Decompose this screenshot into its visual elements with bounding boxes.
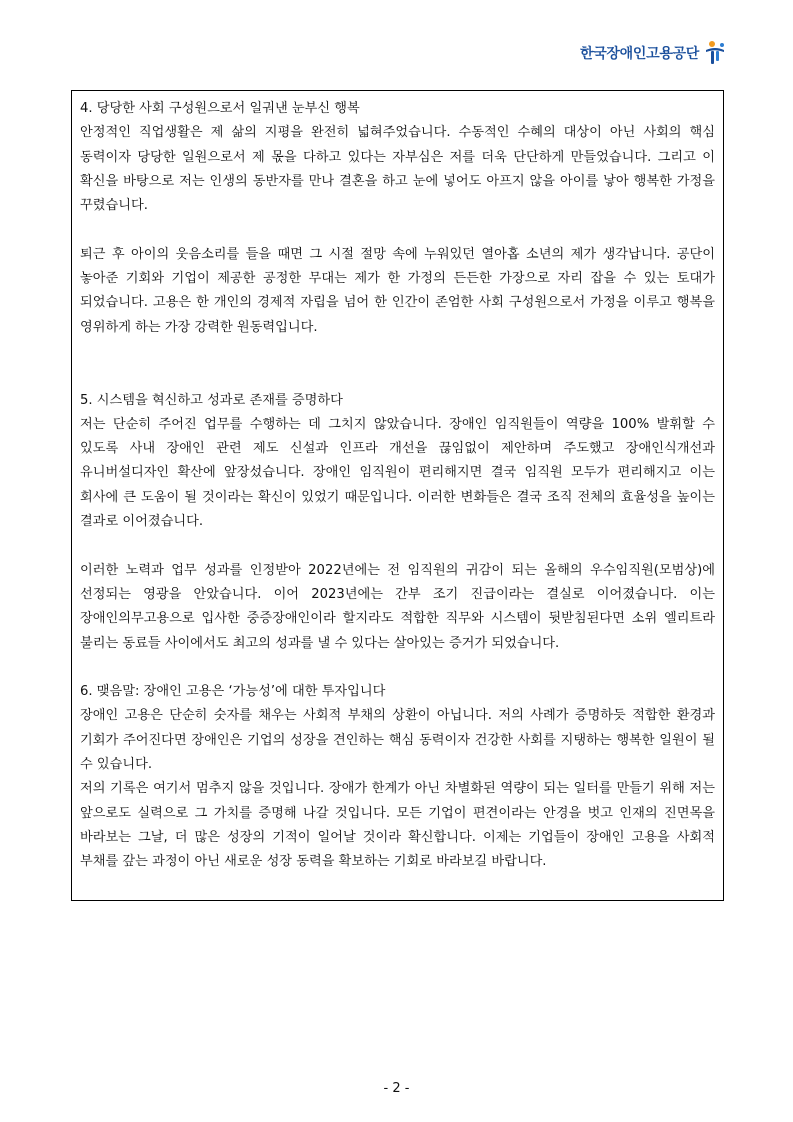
spacer bbox=[80, 340, 715, 389]
section-5-title: 5. 시스템을 혁신하고 성과로 존재를 증명하다 bbox=[80, 392, 343, 408]
kead-logo-icon bbox=[703, 40, 727, 66]
content-box bbox=[71, 90, 724, 901]
page-header bbox=[580, 40, 727, 66]
section-5-paragraph-2: 이러한 노력과 업무 성과를 인정받아 2022년에는 전 임직원의 귀감이 되는 올해의 우수임직원(모범상)에 선정되는 영광을 안았습니다. 이어 2023년에는 간부 조기 진급이라는 결실로 이어졌습니다. 이는 장애인의무고용으로 입사한 중증장애인이라 할지라도 적합한 직무와 시스템이 뒷받침된다면 소위 엘리트라 불리는 동료들 사이에서도 최고의 성과를 낼 수 있다는 살아있는 증거가 되었습니다. bbox=[80, 562, 715, 651]
page-number: - 2 - bbox=[383, 1081, 410, 1096]
spacer bbox=[80, 218, 715, 242]
section-4-paragraph-1: 안정적인 직업생활은 제 삶의 지평을 완전히 넓혀주었습니다. 수동적인 수혜의 대상이 아닌 사회의 핵심 동력이자 당당한 일원으로서 제 몫을 다하고 있다는 자부심은 저를 더욱 단단하게 만들었습니다. 그리고 이 확신을 바탕으로 저는 인생의 동반자를 만나 결혼을 하고 눈에 넣어도 아프지 않을 아이를 낳아 행복한 가정을 꾸렸습니다. bbox=[80, 125, 715, 214]
section-6-title: 6. 맺음말: 장애인 고용은 ‘가능성’에 대한 투자입니다 bbox=[80, 684, 386, 700]
section-4-paragraph-2: 퇴근 후 아이의 웃음소리를 들을 때면 그 시절 절망 속에 누워있던 열아홉 소년의 제가 생각납니다. 공단이 놓아준 기회와 기업이 제공한 공정한 무대는 제가 한 가정의 든든한 가장으로 자리 잡을 수 있는 토대가 되었습니다. 고용은 한 개인의 경제적 자립을 넘어 한 인간이 존엄한 사회 구성원으로서 가정을 이루고 행복을 영위하게 하는 가장 강력한 원동력입니다. bbox=[80, 246, 715, 335]
section-6-paragraph-1: 장애인 고용은 단순히 숫자를 채우는 사회적 부채의 상환이 아닙니다. 저의 사례가 증명하듯 적합한 환경과 기회가 주어진다면 장애인은 기업의 성장을 견인하는 핵심 동력이자 건강한 사회를 지탱하는 행복한 일원이 될 수 있습니다. bbox=[80, 708, 715, 773]
org-name: 한국장애인고용공단 bbox=[579, 46, 699, 62]
spacer bbox=[80, 534, 715, 558]
spacer bbox=[80, 656, 715, 680]
section-4-title: 4. 당당한 사회 구성원으로서 일궈낸 눈부신 행복 bbox=[80, 101, 360, 116]
section-6-paragraph-2: 저의 기록은 여기서 멈추지 않을 것입니다. 장애가 한계가 아닌 차별화된 역량이 되는 일터를 만들기 위해 저는 앞으로도 실력으로 그 가치를 증명해 나갈 것입니다. 모든 기업이 편견이라는 안경을 벗고 인재의 진면목을 바라보는 그날, 더 많은 성장의 기적이 일어날 것이라 확신합니다. 이제는 기업들이 장애인 고용을 사회적 부채를 갚는 과정이 아닌 새로운 성장 동력을 확보하는 기회로 바라보길 바랍니다. bbox=[80, 781, 715, 870]
section-5-paragraph-1: 저는 단순히 주어진 업무를 수행하는 데 그치지 않았습니다. 장애인 임직원들이 역량을 100% 발휘할 수 있도록 사내 장애인 관련 제도 신설과 인프라 개선을 끊임없이 제안하며 주도했고 장애인식개선과 유니버설디자인 확산에 앞장섰습니다. 장애인 임직원이 편리해지면 결국 임직원 모두가 편리해지고 이는 회사에 큰 도움이 될 것이라는 확신이 있었기 때문입니다. 이러한 변화들은 결국 조직 전체의 효율성을 높이는 결과로 이어졌습니다. bbox=[80, 416, 715, 530]
